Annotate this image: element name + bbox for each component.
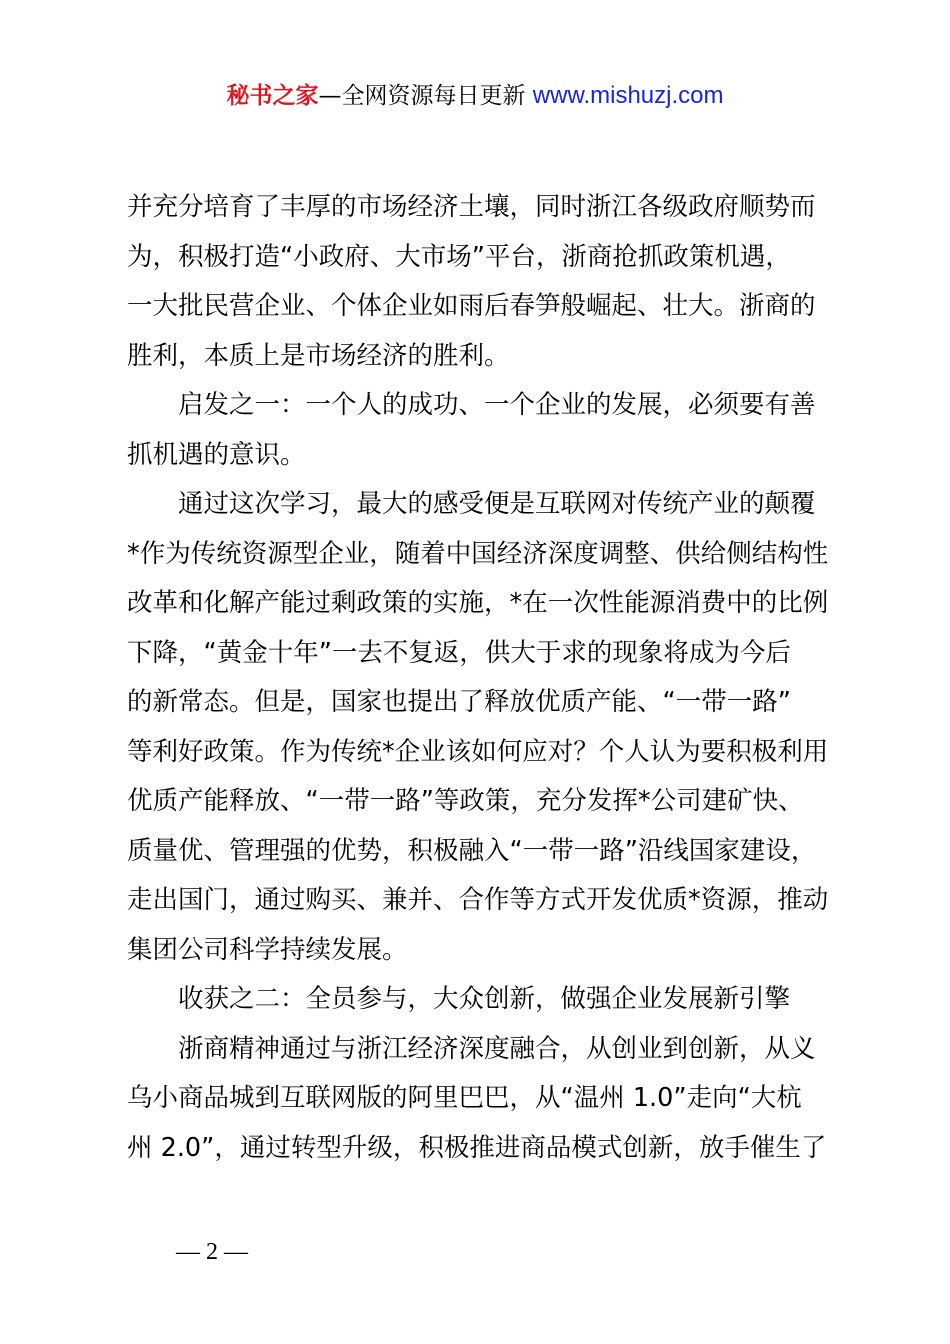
paragraph-continuation (127, 183, 833, 381)
text-line: 优质产能释放、“一带一路”等政策，充分发挥*公司建矿快、 (127, 786, 804, 816)
paragraph-insight-one (127, 381, 833, 480)
text-line: 通过这次学习，最大的感受便是互联网对传统产业的颠覆 (178, 489, 816, 519)
text-line: 走出国门，通过购买、兼并、合作等方式开发优质*资源，推动 (127, 885, 829, 915)
text-line: 州 2.0”，通过转型升级，积极推进商品模式创新，放手催生了 (127, 1132, 827, 1163)
text-line: 改革和化解产能过剩政策的实施，*在一次性能源消费中的比例 (127, 588, 829, 618)
text-line: 启发之一：一个人的成功、一个企业的发展，必须要有善 (178, 390, 816, 420)
text-line: *作为传统资源型企业，随着中国经济深度调整、供给侧结构性 (127, 538, 829, 569)
paragraph-study-reflection (127, 480, 833, 975)
text-line: 一大批民营企业、个体企业如雨后春笋般崛起、壮大。浙商的 (127, 291, 816, 321)
site-url-link[interactable]: www.mishuzj.com (532, 82, 724, 109)
brand-name: 秘书之家 (226, 83, 319, 109)
page-header (0, 80, 950, 112)
text-line: 胜利，本质上是市场经济的胜利。 (127, 340, 510, 371)
text-line: 乌小商品城到互联网版的阿里巴巴，从“温州 1.0”走向“大杭 (127, 1083, 802, 1113)
paragraph-zhejiang-spirit (127, 1025, 833, 1174)
page-number: — 2 — (176, 1239, 248, 1265)
text-line: 收获之二：全员参与，大众创新，做强企业发展新引擎 (178, 984, 791, 1014)
text-line: 集团公司科学持续发展。 (127, 934, 408, 965)
text-line: 抓机遇的意识。 (127, 439, 306, 470)
paragraph-gain-two-heading (127, 975, 833, 1025)
text-line: 的新常态。但是，国家也提出了释放优质产能、“一带一路” (127, 687, 791, 717)
text-line: 等利好政策。作为传统*企业该如何应对？个人认为要积极利用 (127, 736, 829, 767)
text-line: 并充分培育了丰厚的市场经济土壤，同时浙江各级政府顺势而 (127, 192, 816, 222)
text-line: 为，积极打造“小政府、大市场”平台，浙商抢抓政策机遇， (127, 241, 791, 272)
text-line: 下降，“黄金十年”一去不复返，供大于求的现象将成为今后 (127, 637, 791, 668)
document-body (127, 183, 833, 1173)
text-line: 浙商精神通过与浙江经济深度融合，从创业到创新，从义 (178, 1033, 816, 1064)
header-tagline: —全网资源每日更新 (318, 83, 533, 109)
text-line: 质量优、管理强的优势，积极融入“一带一路”沿线国家建设， (127, 835, 817, 866)
